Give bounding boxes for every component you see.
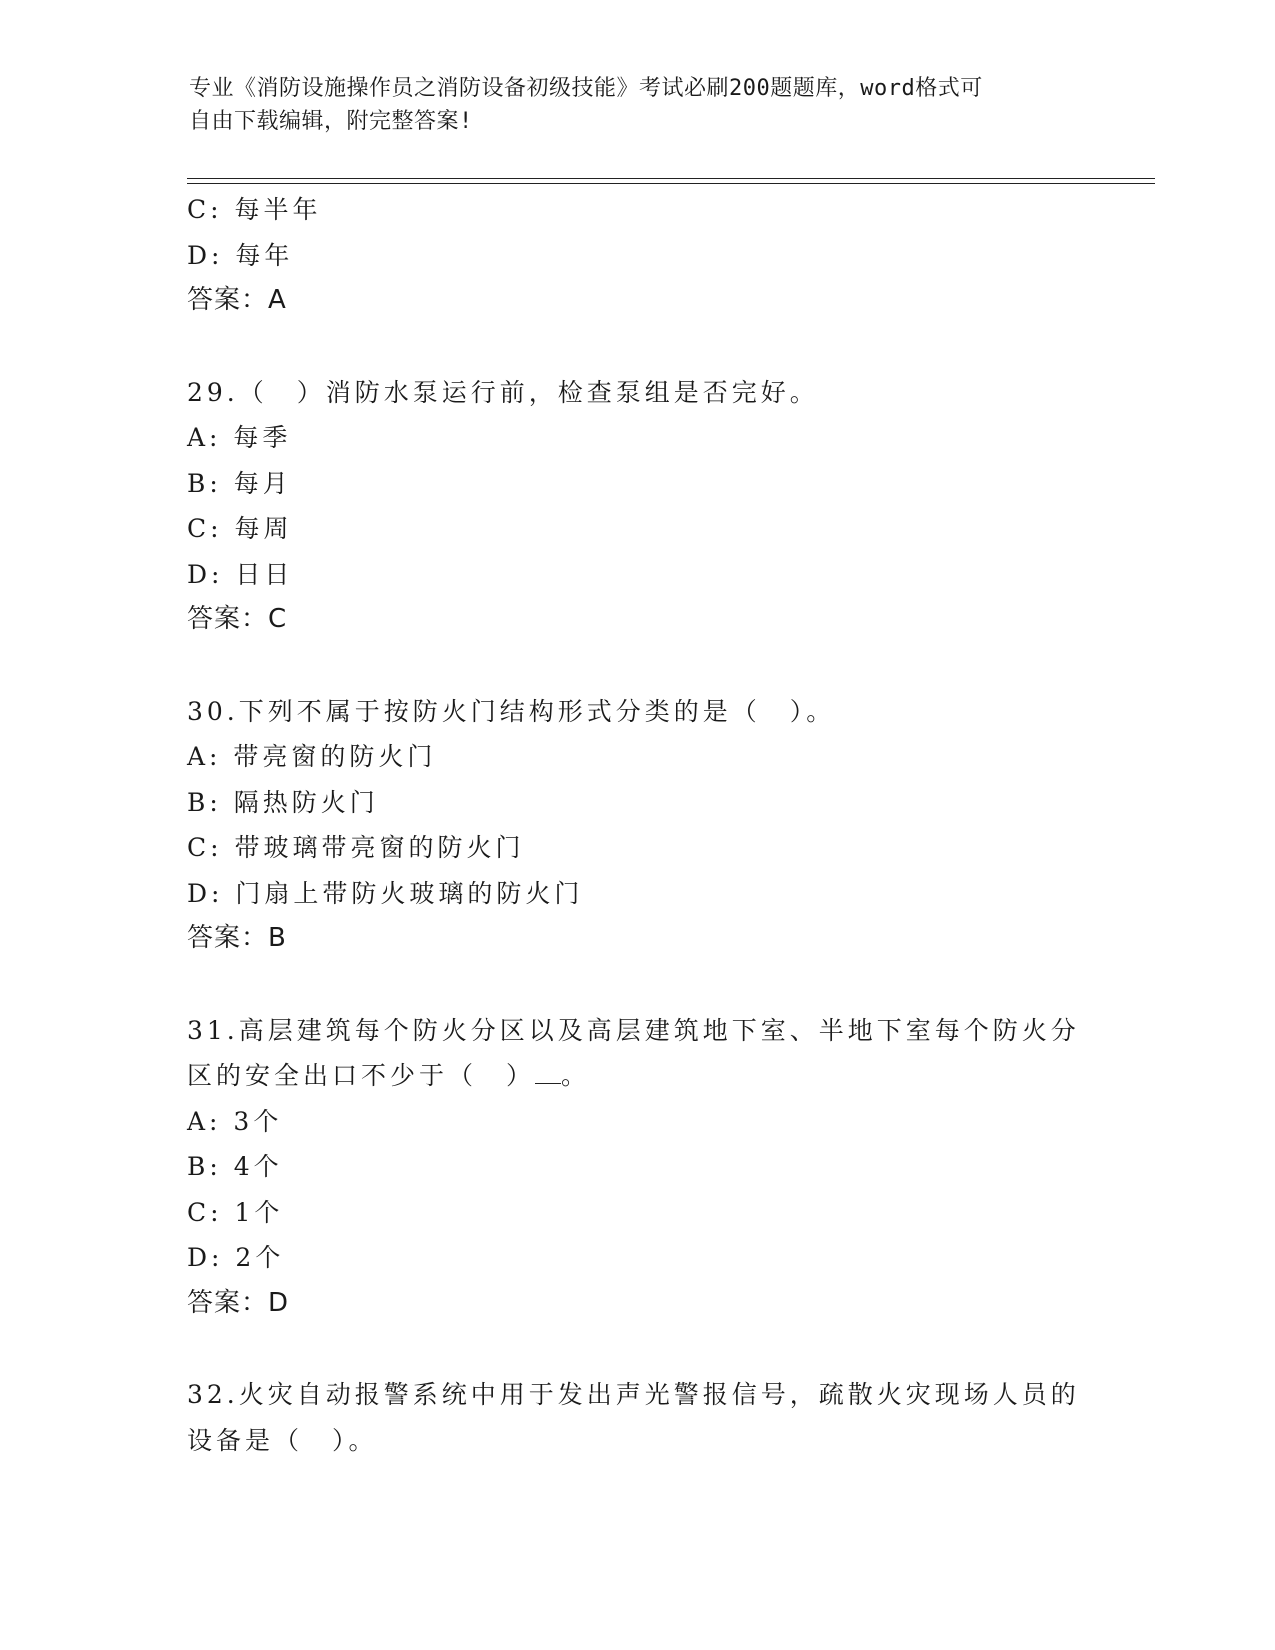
question-text: 30.下列不属于按防火门结构形式分类的是（ ）。 [187, 696, 836, 726]
answer-label: 答案：A [187, 285, 287, 315]
answer-label: 答案：B [187, 923, 287, 953]
spacer [187, 1326, 1107, 1372]
question-text: 区的安全出口不少于（ ） [187, 1061, 536, 1090]
option-c: C: 带玻璃带亮窗的防火门 [187, 833, 525, 862]
option-a: A: 3个 [187, 1106, 283, 1136]
header-line-2: 自由下载编辑，附完整答案! [189, 109, 473, 134]
option-d: D: 日日 [187, 559, 294, 589]
option-b: B: 4个 [187, 1152, 283, 1181]
header-divider-top [187, 178, 1155, 179]
question-31 [187, 1008, 1107, 1327]
option-d: D: 2个 [187, 1243, 285, 1272]
option-a: A: 带亮窗的防火门 [187, 742, 437, 771]
answer-label: 答案：D [187, 1287, 290, 1318]
answer-blank [535, 1061, 561, 1084]
option-d: D: 每年 [187, 240, 294, 270]
answer-label: 答案：C [187, 604, 288, 634]
question-list [187, 187, 1107, 1463]
option-b: B: 每月 [187, 468, 292, 498]
question-30 [187, 689, 1107, 962]
spacer [187, 962, 1107, 1008]
question-text: 29.（ ）消防水泵运行前，检查泵组是否完好。 [187, 377, 819, 407]
option-a: A: 每季 [187, 423, 292, 452]
question-text-end: 。 [561, 1061, 591, 1090]
option-c: C: 1个 [187, 1197, 284, 1227]
option-d: D: 门扇上带防火玻璃的防火门 [187, 878, 584, 908]
spacer [187, 324, 1107, 370]
document-header [189, 72, 1089, 138]
option-c: C: 每半年 [187, 195, 322, 224]
question-text-line-2 [187, 1053, 1107, 1099]
question-32 [187, 1372, 1107, 1463]
question-28-tail [187, 187, 1107, 324]
question-29 [187, 370, 1107, 643]
header-divider-bottom [187, 183, 1155, 184]
question-text-line-2: 设备是（ ）。 [187, 1425, 378, 1455]
option-c: C: 每周 [187, 514, 293, 543]
option-b: B: 隔热防火门 [187, 787, 379, 817]
question-text-line-1: 32.火灾自动报警系统中用于发出声光警报信号，疏散火灾现场人员的 [187, 1380, 1080, 1409]
spacer [187, 643, 1107, 689]
question-text-line-1: 31.高层建筑每个防火分区以及高层建筑地下室、半地下室每个防火分 [187, 1015, 1080, 1045]
header-line-1: 专业《消防设施操作员之消防设备初级技能》考试必刷200题题库，word格式可 [189, 76, 983, 101]
